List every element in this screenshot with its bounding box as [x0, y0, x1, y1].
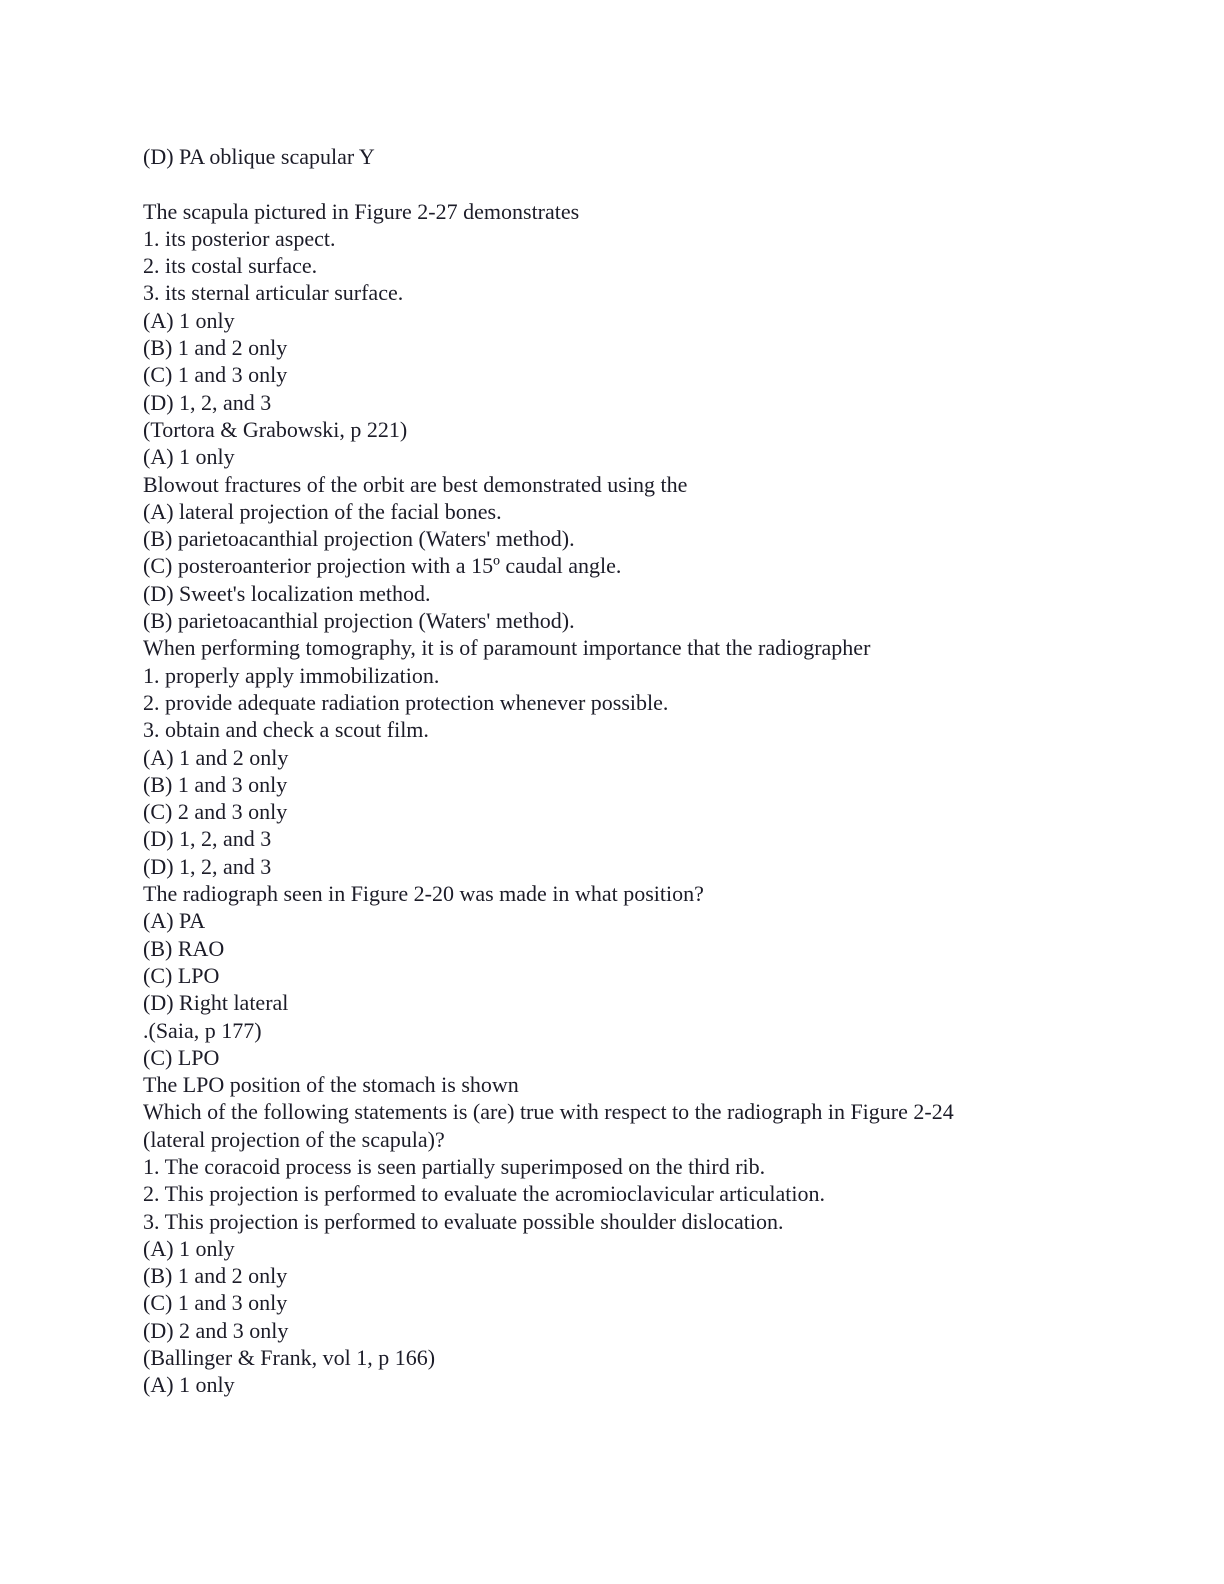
text-line: 2. This projection is performed to evaluate the acromioclavicular articulation. — [143, 1181, 825, 1207]
text-line: (D) 1, 2, and 3 — [143, 826, 272, 852]
text-line: (B) 1 and 2 only — [143, 335, 288, 361]
text-line: (C) 1 and 3 only — [143, 1290, 288, 1316]
text-line: (C) 2 and 3 only — [143, 799, 288, 825]
text-line: 1. The coracoid process is seen partially superimposed on the third rib. — [143, 1153, 766, 1179]
text-line: (D) PA oblique scapular Y — [143, 144, 375, 169]
text-line: (A) 1 only — [143, 1372, 235, 1398]
text-line: 1. properly apply immobilization. — [143, 662, 440, 688]
text-line: Which of the following statements is (are) true with respect to the radiograph in Figure 2-24 — [143, 1099, 954, 1125]
text-line: 2. provide adequate radiation protection whenever possible. — [143, 689, 669, 715]
text-line: (A) lateral projection of the facial bones. — [143, 498, 502, 524]
text-line: (C) LPO — [143, 1044, 220, 1070]
text-line: (D) Sweet's localization method. — [143, 580, 431, 606]
text-line: .(Saia, p 177) — [143, 1017, 262, 1043]
text-line: (D) 2 and 3 only — [143, 1317, 289, 1343]
text-line: 3. obtain and check a scout film. — [143, 717, 429, 743]
text-line: (C) 1 and 3 only — [143, 362, 288, 388]
text-line: (A) PA — [143, 908, 206, 934]
text-line: When performing tomography, it is of paramount importance that the radiographer — [143, 635, 871, 661]
text-line: Blowout fractures of the orbit are best demonstrated using the — [143, 471, 688, 497]
text-line: (C) posteroanterior projection with a 15º caudal angle. — [143, 553, 622, 579]
text-line: 3. its sternal articular surface. — [143, 280, 404, 306]
text-line: (D) 1, 2, and 3 — [143, 853, 272, 879]
text-line: (A) 1 and 2 only — [143, 744, 289, 770]
text-line: 3. This projection is performed to evaluate possible shoulder dislocation. — [143, 1208, 784, 1234]
text-line: (B) 1 and 3 only — [143, 771, 288, 797]
text-line: (B) 1 and 2 only — [143, 1263, 288, 1289]
text-line: (Ballinger & Frank, vol 1, p 166) — [143, 1345, 436, 1371]
text-line: 1. its posterior aspect. — [143, 225, 336, 251]
text-line: (lateral projection of the scapula)? — [143, 1126, 445, 1152]
text-line: (A) 1 only — [143, 307, 235, 333]
text-line: (D) 1, 2, and 3 — [143, 389, 272, 415]
text-line: (C) LPO — [143, 962, 220, 988]
text-line: (B) parietoacanthial projection (Waters' method). — [143, 608, 575, 634]
text-line: (B) parietoacanthial projection (Waters' method). — [143, 526, 575, 552]
text-line: (Tortora & Grabowski, p 221) — [143, 416, 408, 442]
text-line: The LPO position of the stomach is shown — [143, 1072, 519, 1098]
document-page — [143, 143, 1143, 1399]
text-line: 2. its costal surface. — [143, 253, 318, 279]
text-line: The radiograph seen in Figure 2-20 was made in what position? — [143, 881, 704, 907]
text-line: (B) RAO — [143, 935, 225, 961]
text-line: (A) 1 only — [143, 1235, 235, 1261]
blank-line — [143, 170, 1143, 197]
text-line: (A) 1 only — [143, 444, 235, 470]
text-line: The scapula pictured in Figure 2-27 demonstrates — [143, 198, 580, 224]
text-line: (D) Right lateral — [143, 990, 289, 1016]
